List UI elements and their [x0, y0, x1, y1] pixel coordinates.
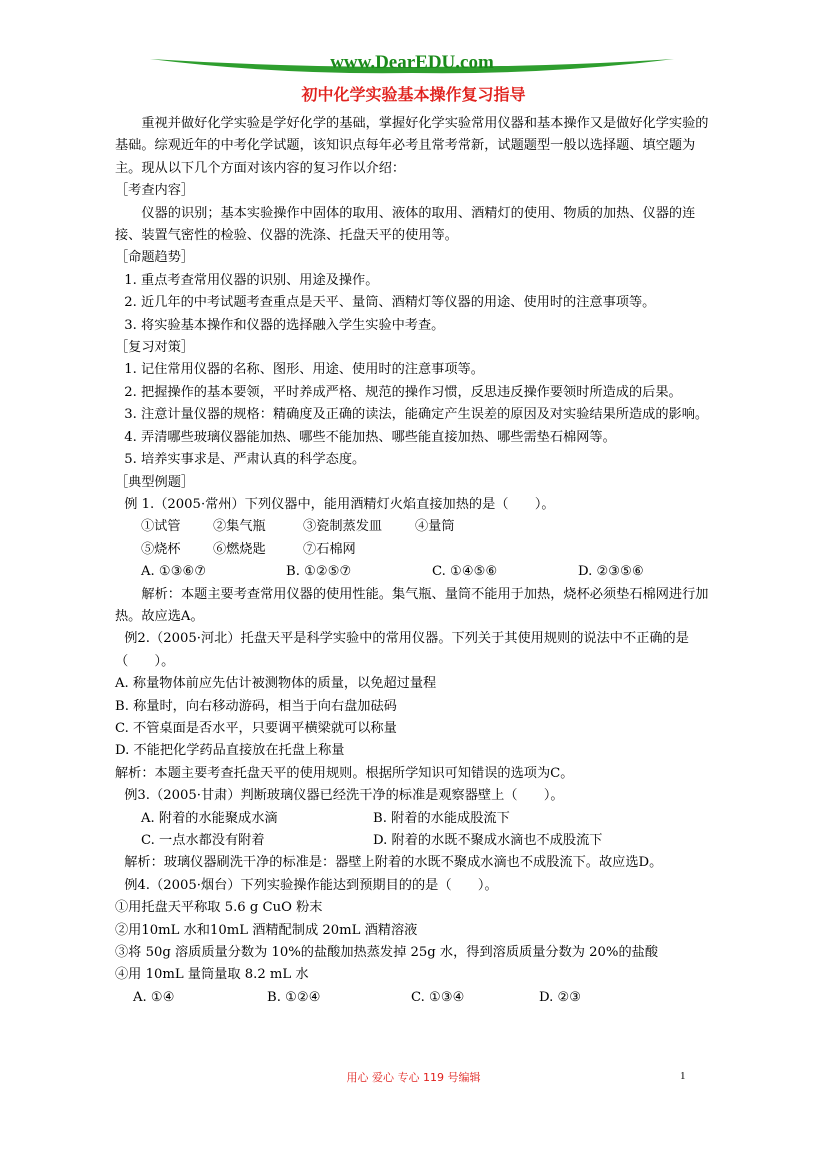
answer-choice: D. ②③ — [539, 989, 582, 1005]
operation-item: ④用 10mL 量筒量取 8.2 mL 水 — [115, 967, 309, 983]
answer-choice: A. ①④ — [133, 989, 175, 1005]
example-3-choices-row-1 — [115, 808, 715, 830]
document-body — [115, 113, 715, 1009]
example-3-analysis: 解析：玻璃仪器刷洗干净的标准是：器壁上附着的水既不聚成水滴也不成股流下。故应选D。 — [124, 855, 663, 871]
page-number: 1 — [680, 1070, 686, 1082]
example-3-question: 例3.（2005·甘肃）判断玻璃仪器已经洗干净的标准是观察器壁上（ ）。 — [124, 788, 564, 804]
section-heading-scope: ［考查内容］ — [115, 183, 195, 199]
instrument-item: ④量筒 — [415, 519, 455, 535]
answer-choice: A. 附着的水能聚成水滴 — [141, 810, 278, 826]
list-item: 1. 记住常用仪器的名称、图形、用途、使用时的注意事项等。 — [124, 362, 484, 378]
page-title: 初中化学实验基本操作复习指导 — [301, 85, 526, 104]
answer-choice: D. 不能把化学药品直接放在托盘上称量 — [115, 743, 345, 759]
example-1-items-row-2 — [115, 539, 715, 561]
example-1-choices — [115, 561, 715, 583]
answer-choice: D. 附着的水既不聚成水滴也不成股流下 — [373, 833, 603, 848]
example-2-question: 例2.（2005·河北）托盘天平是科学实验中的常用仪器。下列关于其使用规则的说法中不正确的是（ ）。 — [115, 631, 689, 669]
instrument-item: ③瓷制蒸发皿 — [303, 519, 383, 535]
list-item: 4. 弄清哪些玻璃仪器能加热、哪些不能加热、哪些能直接加热、哪些需垫石棉网等。 — [124, 429, 616, 445]
answer-choice: B. ①②④ — [267, 989, 321, 1005]
example-2-analysis: 解析：本题主要考查托盘天平的使用规则。根据所学知识可知错误的选项为C。 — [115, 765, 574, 781]
instrument-item: ⑤烧杯 — [141, 541, 181, 557]
operation-item: ②用10mL 水和10mL 酒精配制成 20mL 酒精溶液 — [115, 922, 418, 938]
answer-choice: A. ①③⑥⑦ — [141, 564, 207, 580]
footer-text: 用心 爱心 专心 119 号编辑 — [346, 1071, 481, 1084]
list-item: 5. 培养实事求是、严肃认真的科学态度。 — [124, 452, 366, 468]
example-1-question: 例 1.（2005·常州）下列仪器中，能用酒精灯火焰直接加热的是（ ）。 — [124, 496, 555, 512]
logo-text: www.DearEDU.com — [330, 52, 494, 73]
list-item: 2. 近几年的中考试题考查重点是天平、量筒、酒精灯等仪器的用途、使用时的注意事项等。 — [124, 295, 656, 311]
answer-choice: C. 一点水都没有附着 — [141, 833, 265, 848]
instrument-item: ⑦石棉网 — [303, 541, 356, 557]
example-4-question: 例4.（2005·烟台）下列实验操作能达到预期目的的是（ ）。 — [124, 877, 498, 893]
answer-choice: A. 称量物体前应先估计被测物体的质量，以免超过量程 — [115, 676, 437, 692]
section-heading-examples: ［典型例题］ — [115, 474, 195, 490]
answer-choice: C. ①③④ — [411, 989, 465, 1005]
example-1-analysis: 解析：本题主要考查常用仪器的使用性能。集气瓶、量筒不能用于加热，烧杯必须垫石棉网进行加热。故应选A。 — [115, 586, 709, 624]
section-heading-trends: ［命题趋势］ — [115, 250, 195, 266]
answer-choice: C. ①④⑤⑥ — [432, 564, 498, 580]
operation-item: ③将 50g 溶质质量分数为 10%的盐酸加热蒸发掉 25g 水，得到溶质质量分数为 20%的盐酸 — [115, 945, 659, 961]
list-item: 2. 把握操作的基本要领，平时养成严格、规范的操作习惯，反思违反操作要领时所造成的后果。 — [124, 384, 682, 400]
instrument-item: ②集气瓶 — [213, 519, 266, 535]
section-heading-strategy: ［复习对策］ — [115, 340, 195, 356]
answer-choice: D. ②③⑤⑥ — [578, 564, 644, 580]
list-item: 3. 将实验基本操作和仪器的选择融入学生实验中考查。 — [124, 317, 445, 333]
instrument-item: ⑥燃烧匙 — [213, 541, 266, 557]
answer-choice: B. 称量时，向右移动游码，相当于向右盘加砝码 — [115, 698, 397, 714]
list-item: 3. 注意计量仪器的规格：精确度及正确的读法，能确定产生误差的原因及对实验结果所造成的影响。 — [124, 407, 709, 423]
answer-choice: B. 附着的水能成股流下 — [373, 810, 510, 826]
example-1-items-row-1 — [115, 516, 715, 538]
example-3-choices-row-2 — [115, 830, 715, 852]
intro-paragraph: 重视并做好化学实验是学好化学的基础，掌握好化学实验常用仪器和基本操作又是做好化学实验的基础。综观近年的中考化学试题，该知识点每年必考且常考常新，试题题型一般以选择题、填空题为主。现从以下几个方面对该内容的复习作以介绍： — [115, 116, 709, 176]
scope-paragraph: 仪器的识别；基本实验操作中固体的取用、液体的取用、酒精灯的使用、物质的加热、仪器的连接、装置气密性的检验、仪器的洗涤、托盘天平的使用等。 — [115, 205, 696, 244]
list-item: 1. 重点考查常用仪器的识别、用途及操作。 — [124, 272, 379, 288]
answer-choice: C. 不管桌面是否水平，只要调平横梁就可以称量 — [115, 720, 397, 736]
instrument-item: ①试管 — [141, 519, 181, 535]
header-logo — [148, 53, 676, 77]
answer-choice: B. ①②⑤⑦ — [286, 564, 352, 580]
example-4-choices — [115, 987, 715, 1009]
operation-item: ①用托盘天平称取 5.6 g CuO 粉末 — [115, 900, 323, 916]
